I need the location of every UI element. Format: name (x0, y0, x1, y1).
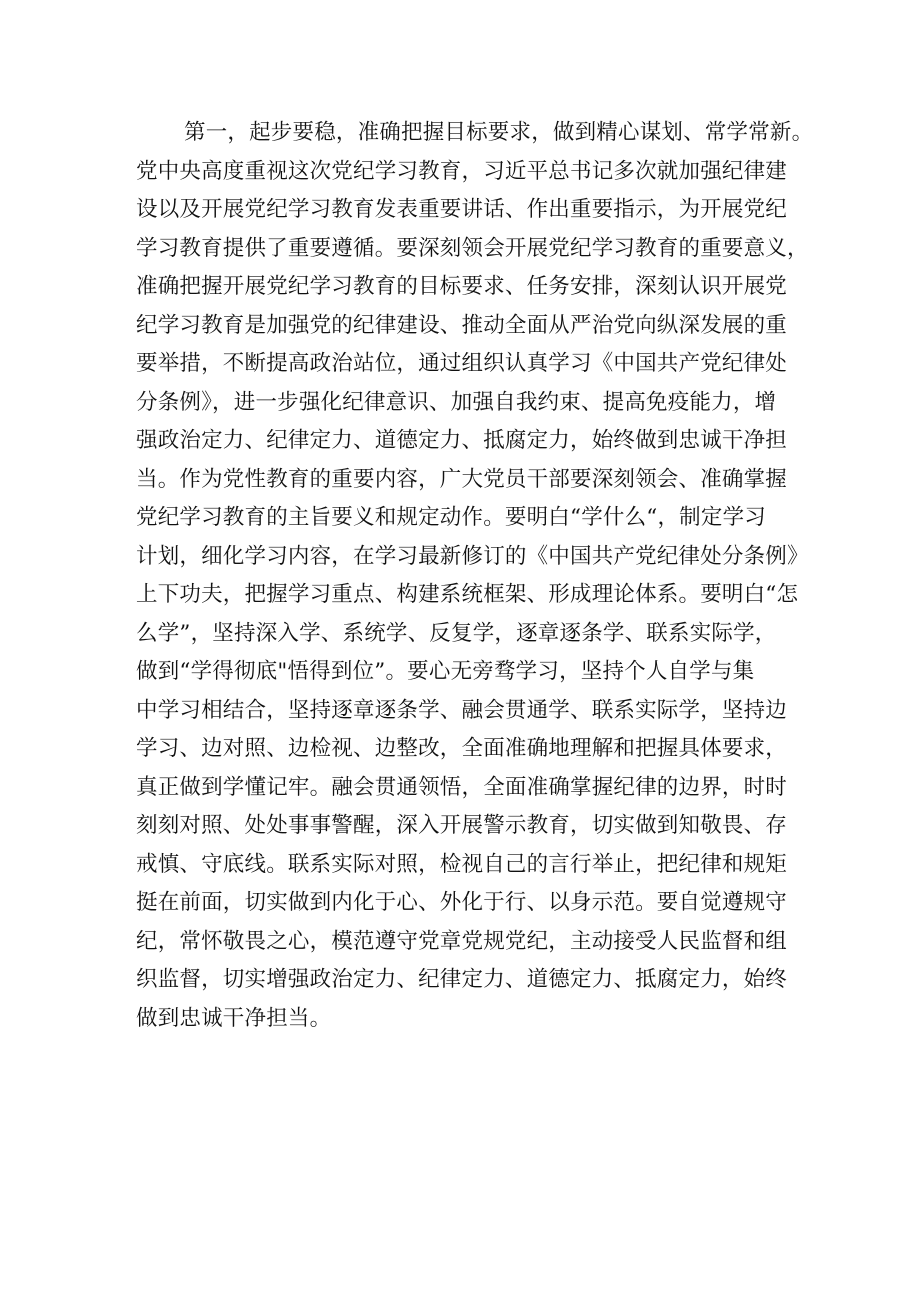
paragraph-line: 当。作为党性教育的重要内容，广大党员干部要深刻领会、准确掌握 (136, 466, 788, 492)
paragraph-line: 做到忠诚干净担当。 (136, 1005, 332, 1031)
paragraph-line: 党纪学习教育的主旨要义和规定动作。要明白“学什么“，制定学习 (136, 505, 766, 530)
paragraph-line: 织监督，切实增强政治定力、纪律定力、道德定力、抵腐定力，始终 (136, 967, 788, 992)
paragraph-line: 要举措，不断提高政治站位，通过组织认真学习《中国共产党纪律处 (136, 351, 788, 376)
body-paragraph (136, 114, 814, 1038)
paragraph-line: 强政治定力、纪律定力、道德定力、抵腐定力，始终做到忠诚干净担 (136, 428, 788, 453)
paragraph-line: 纪，常怀敬畏之心，模范遵守党章党规党纪，主动接受人民监督和组 (136, 928, 788, 954)
paragraph-line: 第一，起步要稳，准确把握目标要求，做到精心谋划、常学常新。 (184, 120, 814, 145)
paragraph-line: 学习教育提供了重要遵循。要深刻领会开展党纪学习教育的重要意义， (136, 235, 809, 261)
paragraph-line: 分条例》，进一步强化纪律意识、加强自我约束、提高免疫能力，增 (136, 389, 777, 415)
paragraph-line: 真正做到学懂记牢。融会贯通领悟，全面准确掌握纪律的边界，时时 (136, 774, 788, 800)
paragraph-line: 设以及开展党纪学习教育发表重要讲话、作出重要指示，为开展党纪 (136, 197, 788, 222)
paragraph-line: 做到“学得彻底"悟得到位”。要心无旁骛学习，坚持个人自学与集 (136, 659, 755, 684)
paragraph-line: 中学习相结合，坚持逐章逐条学、融会贯通学、联系实际学，坚持边 (136, 697, 788, 723)
paragraph-line: 挺在前面，切实做到内化于心、外化于行、以身示范。要自觉遵规守 (136, 890, 788, 915)
paragraph-line: 纪学习教育是加强党的纪律建设、推动全面从严治党向纵深发展的重 (136, 312, 788, 338)
paragraph-line: 准确把握开展党纪学习教育的目标要求、任务安排，深刻认识开展党 (136, 274, 788, 299)
paragraph-line: 戒慎、守底线。联系实际对照，检视自己的言行举止，把纪律和规矩 (136, 851, 788, 877)
paragraph-line: 么学”，坚持深入学、系统学、反复学，逐章逐条学、联系实际学， (136, 620, 777, 646)
paragraph-line: 党中央高度重视这次党纪学习教育，习近平总书记多次就加强纪律建 (136, 158, 788, 184)
paragraph-line: 学习、边对照、边检视、边整改，全面准确地理解和把握具体要求， (136, 736, 788, 761)
paragraph-line: 刻刻对照、处处事事警醒，深入开展警示教育，切实做到知敬畏、存 (136, 813, 788, 838)
paragraph-line: 上下功夫，把握学习重点、构建系统框架、形成理论体系。要明白“怎 (136, 582, 799, 607)
paragraph-line: 计划，细化学习内容，在学习最新修订的《中国共产党纪律处分条例》 (136, 543, 809, 569)
